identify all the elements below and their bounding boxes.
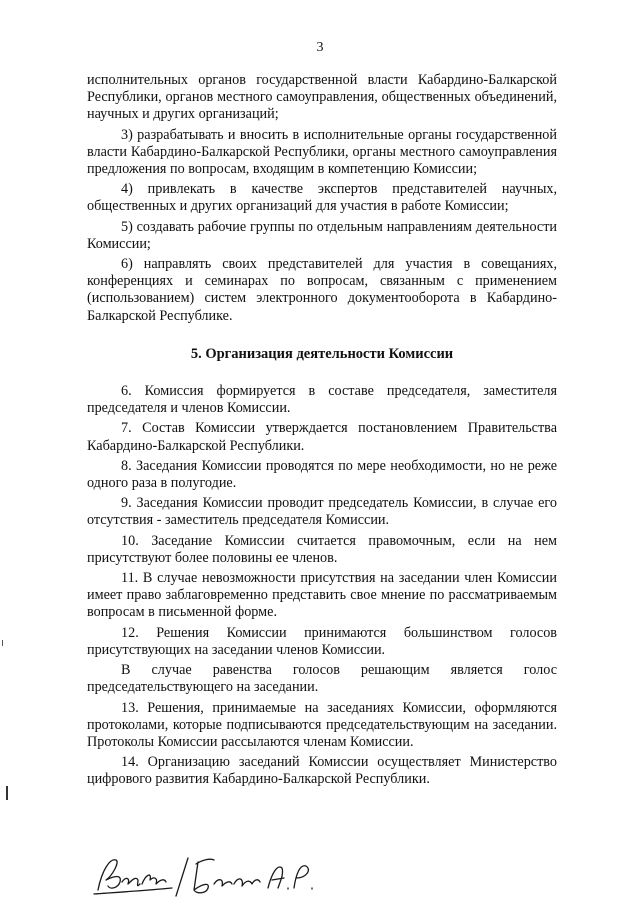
paragraph-continuation: исполнительных органов государственной власти Кабардино-Балкарской Республики, органов местного самоуправления, общественных объединений, научных и других организаций; (87, 72, 557, 123)
clause-11: 11. В случае невозможности присутствия на заседании член Комиссии имеет право заблаговременно представить свое мнение по рассматриваемым вопросам в письменной форме. (87, 570, 557, 621)
document-body (87, 72, 557, 792)
clause-7: 7. Состав Комиссии утверждается постановлением Правительства Кабардино-Балкарской Республики. (87, 420, 557, 454)
clause-6: 6. Комиссия формируется в составе председателя, заместителя председателя и членов Комиссии. (87, 383, 557, 417)
paragraph-item-3: 3) разрабатывать и вносить в исполнительные органы государственной власти Кабардино-Балкарской Республики, органы местного самоуправления предложения по вопросам, входящим в компетенцию Комиссии; (87, 126, 557, 178)
handwritten-signature (92, 850, 322, 900)
scan-artifact-mark (2, 640, 3, 646)
paragraph-item-5: 5) создавать рабочие группы по отдельным направлениям деятельности Комиссии; (87, 218, 557, 252)
clause-8: 8. Заседания Комиссии проводятся по мере необходимости, но не реже одного раза в полугодие. (87, 457, 557, 492)
clause-12-tie-rule: В случае равенства голосов решающим является голос председательствующего на заседании. (87, 662, 557, 696)
scan-artifact-mark (6, 786, 8, 800)
paragraph-item-4: 4) привлекать в качестве экспертов представителей научных, общественных и других организаций для участия в работе Комиссии; (87, 181, 557, 215)
clause-9: 9. Заседания Комиссии проводит председатель Комиссии, в случае его отсутствия - заместитель председателя Комиссии. (87, 495, 557, 529)
paragraph-item-6: 6) направлять своих представителей для участия в совещаниях, конференциях и семинарах по вопросам, связанным с применением (использованием) систем электронного документооборота в Кабардино-Балкарской Республике. (87, 256, 557, 324)
clause-10: 10. Заседание Комиссии считается правомочным, если на нем присутствуют более половины ее членов. (87, 532, 557, 566)
clause-12: 12. Решения Комиссии принимаются большинством голосов присутствующих на заседании членов Комиссии. (87, 624, 557, 658)
clause-14: 14. Организацию заседаний Комиссии осуществляет Министерство цифрового развития Кабардино-Балкарской Республики. (87, 754, 557, 788)
clause-13: 13. Решения, принимаемые на заседаниях Комиссии, оформляются протоколами, которые подписываются председательствующим на заседании. Протоколы Комиссии рассылаются членам Комиссии. (87, 699, 557, 750)
section-heading: 5. Организация деятельности Комиссии (190, 345, 454, 362)
page-number: 3 (316, 40, 324, 55)
